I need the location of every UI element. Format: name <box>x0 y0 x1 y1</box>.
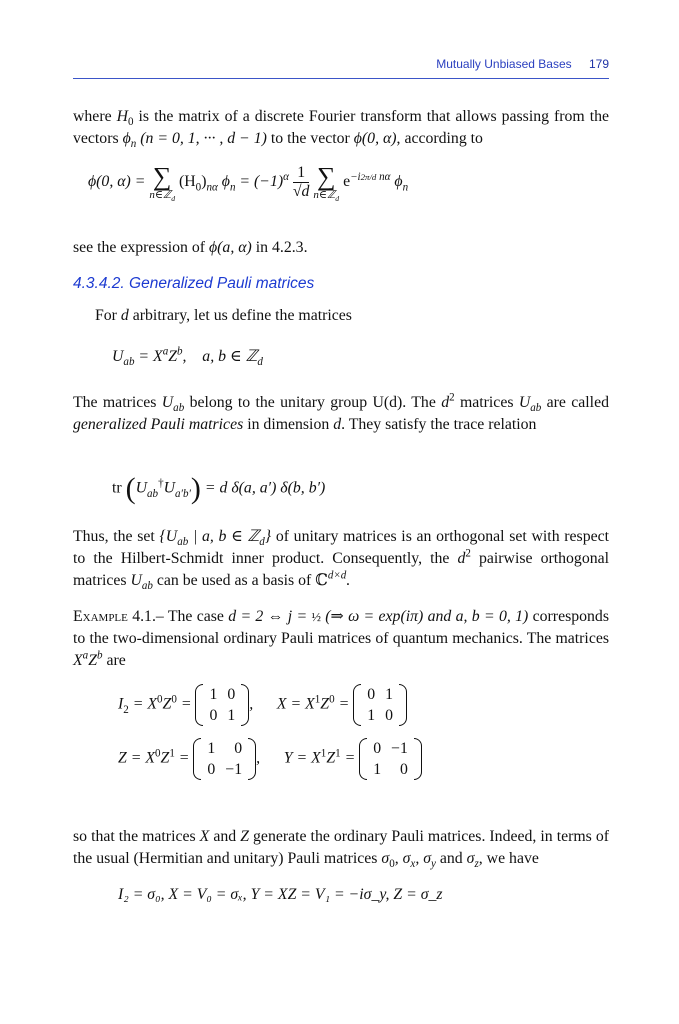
equation-I2-X: $I_2 = X^0Z^0$ = 1 0 0 1 , $X = X^1Z^0$ = 0 1 1 0 <box>118 684 407 726</box>
paragraph-unitary-group: The matrices $U_{ab}$ belong to the unitary group U(d). The $d^2$ matrices $U_{ab}$ are called generalized Pauli matrices in dimension d. They satisfy the trace relation <box>73 391 609 433</box>
section-heading: 4.3.4.2. Generalized Pauli matrices <box>73 275 315 292</box>
running-head <box>73 57 609 79</box>
paragraph-orthogonal-set: Thus, the set {$U_{ab}$ | a, b ∈ ℤ$_d$} of unitary matrices is an orthogonal set with respect to the Hilbert-Schmidt inner product. Consequently, the $d^2$ pairwise orthogonal matrices $U_{ab}$ can be used as a basis of ℂ$^{d\times d}$. <box>73 528 610 593</box>
paragraph-example: Example 4.1.– The case d = 2 ⇔ j = ½ (⇒ ω = exp(iπ) and a, b = 0, 1) corresponds to the two-dimensional ordinary Pauli matrices of quantum mechanics. The matrices $X^aZ^b$ are <box>73 608 609 669</box>
example-label: Example 4.1. <box>73 608 156 625</box>
term-generalized-pauli: generalized Pauli matrices <box>73 416 244 433</box>
running-title: Mutually Unbiased Bases <box>436 57 572 71</box>
paragraph-generate-pauli: so that the matrices X and Z generate the ordinary Pauli matrices. Indeed, in terms of the usual (Hermitian and unitary) Pauli matrices $\sigma_0$, $\sigma_x$, $\sigma_y$ and $\sigma_z$, we have <box>73 828 609 871</box>
matrix-Z: 1 0 0 −1 <box>193 738 256 780</box>
paragraph-fourier: where $H_0$ is the matrix of a discrete Fourier transform that allows passing from the vectors $\phi_n$ (n = 0, 1, ··· , d − 1) to the vector ϕ(0, α), according to <box>73 108 610 151</box>
page-number: 179 <box>588 57 609 71</box>
equation-U-definition: $U_{ab} = X^aZ^b$, a, b ∈ ℤ$_d$ <box>112 345 263 369</box>
equation-phi-fourier: ϕ(0, α) = ∑ n∈ℤ$_d$ $(H_0)_{n\alpha}$ $\phi_n = (-1)^\alpha$ $\frac{1}{√d}$ ∑ n∈ℤ$_d$ $e^{-i2\pi/d n\alpha}$ $\phi_n$ <box>88 161 409 203</box>
paragraph-see-expression: see the expression of ϕ(a, α) in 4.2.3. <box>73 239 308 256</box>
equation-trace-relation: tr $(U_{ab}^\dagger U_{a'b'}) = d$ δ(a, a′) δ(b, b′) <box>112 472 326 505</box>
equation-final-pauli: I₂ = σ₀, X = V₀ = σₓ, Y = XZ = V₁ = −iσ_y, Z = σ_z <box>118 886 443 903</box>
matrix-Y: 0 −1 1 0 <box>359 738 422 780</box>
paragraph-define: For d arbitrary, let us define the matrices <box>95 307 352 324</box>
matrix-X: 0 1 1 0 <box>353 684 407 726</box>
matrix-I2: 1 0 0 1 <box>195 684 249 726</box>
equation-Z-Y: $Z = X^0Z^1$ = 1 0 0 −1 , $Y = X^1Z^1$ = 0 −1 1 0 <box>118 738 422 780</box>
